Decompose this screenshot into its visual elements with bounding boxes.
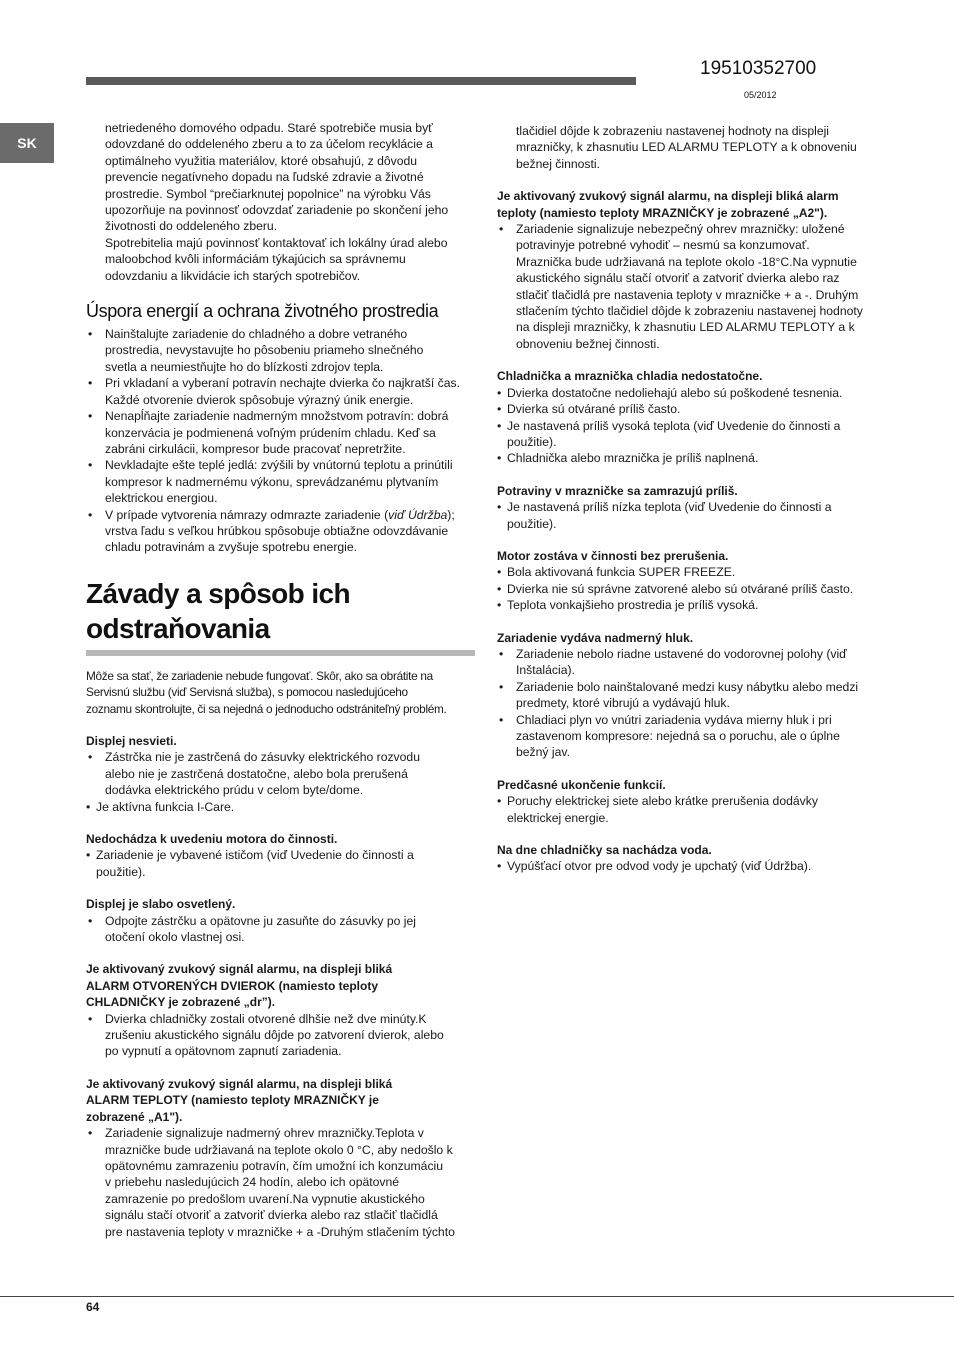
text-line: životnosti do oddeleného zberu. xyxy=(105,219,278,234)
list-item xyxy=(497,418,887,451)
text-line: CHLADNIČKY je zobrazené „dr”). xyxy=(86,995,276,1010)
text-line: Potraviny v mrazničke sa zamrazujú príliš. xyxy=(497,483,738,498)
document-date: 05/2012 xyxy=(744,90,777,100)
text-line: • Je nastavená príliš vysoká teplota (viď Uvedenie do činnosti a xyxy=(507,418,841,433)
section-title xyxy=(497,188,887,221)
text-line: Inštalácia). xyxy=(516,663,575,678)
text-line: obnoveniu bežnej činnosti. xyxy=(516,336,660,351)
text-line: Nedochádza k uvedeniu motora do činnosti. xyxy=(86,832,338,846)
troubleshoot-sections-left xyxy=(86,733,478,1240)
list-item xyxy=(86,847,478,880)
text-line: netriedeného domového odpadu. Staré spotrebiče musia byť xyxy=(105,121,433,135)
list-item xyxy=(497,581,887,597)
section-title xyxy=(497,483,887,499)
text-line: • Zariadenie je vybavené ističom (viď Uvedenie do činnosti a xyxy=(96,848,414,863)
header-bar xyxy=(86,77,636,85)
list-item xyxy=(497,385,887,401)
text-line: zabráni cirkulácii, kompresor bude pracovať nepretržite. xyxy=(105,441,406,456)
text-line: teploty (namiesto teploty MRAZNIČKY je zobrazené „A2"). xyxy=(497,205,828,220)
text-line: elektrickej energie. xyxy=(507,810,609,825)
text-line: • Zariadenie bolo nainštalované medzi kusy nábytku alebo medzi xyxy=(516,679,859,694)
text-line: prostredie. Symbol “prečiarknutej popolnice” na výrobku Vás xyxy=(105,186,431,201)
text-line: Displej nesvieti. xyxy=(86,733,177,748)
text-line: Zariadenie vydáva nadmerný hluk. xyxy=(497,630,694,645)
text-line: • Poruchy elektrickej siete alebo krátke prerušenia dodávky xyxy=(507,794,818,809)
text-line: • Teplota vonkajšieho prostredia je príliš vysoká. xyxy=(507,598,759,613)
text-line: mrazničky, k zhasnutiu LED ALARMU TEPLOTY a k obnoveniu xyxy=(516,140,857,155)
text-line: • Dvierka chladničky zostali otvorené dlhšie než dve minúty.K xyxy=(105,1011,427,1026)
energy-list xyxy=(86,326,478,506)
text-line: Spotrebitelia majú povinnosť kontaktovať ich lokálny úrad alebo xyxy=(105,235,448,250)
list-item xyxy=(497,221,887,352)
section-title xyxy=(86,1076,478,1125)
text-line: • Dvierka nie sú správne zatvorené alebo sú otvárané príliš často. xyxy=(507,581,854,596)
section-title xyxy=(86,831,478,847)
text-line: elektrickou energiou. xyxy=(105,491,218,506)
disposal-text xyxy=(86,120,478,284)
language-tab: SK xyxy=(0,123,54,163)
text-line: na displeji mrazničky, k zhasnutiu LED ALARMU TEPLOTY a k xyxy=(516,320,855,335)
section-title xyxy=(497,842,887,858)
text-line: potravinyje potrebné vyhodiť – nesmú sa konzumovať. xyxy=(516,238,810,253)
list-item xyxy=(86,1125,478,1240)
text-line: dodávka elektrického prúdu v celom byte/dome. xyxy=(105,783,364,798)
text-line: V prípade vytvorenia námrazy odmrazte zariadenie ( xyxy=(105,507,389,522)
title-line: Závady a spôsob ich xyxy=(86,577,351,609)
text-line: odovzdané do oddeleného zberu a to za účelom recyklácie a xyxy=(105,137,433,152)
text-line: prostredia, nevystavujte ho pôsobeniu priameho slnečného xyxy=(105,343,424,358)
text-line: chladu potravinám a zvyšuje spotrebu energie. xyxy=(105,540,358,555)
section-title xyxy=(497,368,887,384)
text-line: ALARM TEPLOTY (namiesto teploty MRAZNIČKY je xyxy=(86,1093,379,1108)
list-item xyxy=(86,507,478,556)
text-line: mrazničke bude udržiavaná na teplote okolo 0 °C, aby nedošlo k xyxy=(105,1142,453,1157)
text-line: • Dvierka dostatočne nedoliehajú alebo sú poškodené tesnenia. xyxy=(507,385,843,400)
text-line: akustického signálu stačí otvoriť a zatvoriť dvierka alebo raz xyxy=(516,271,840,286)
list-item xyxy=(86,799,478,815)
text-line: Môže sa stať, že zariadenie nebude fungovať. Skôr, ako sa obrátite na xyxy=(86,668,433,683)
text-line: Je aktivovaný zvukový signál alarmu, na displeji bliká xyxy=(86,1076,393,1091)
text-line: optimálneho využitia materiálov, ktoré obsahujú, z dôvodu xyxy=(105,153,418,168)
text-line: v priebehu nasledujúcich 24 hodín, alebo ich opätovné xyxy=(105,1175,400,1190)
title-underline xyxy=(86,650,475,656)
list-item xyxy=(86,749,478,798)
text-line: upozorňuje na povinnosť odovzdať zariadenie po skončení jeho xyxy=(105,203,449,218)
list-item xyxy=(86,408,478,457)
text-line: svetla a neumiestňujte ho do blízkosti zdrojov tepla. xyxy=(105,359,384,374)
list-item xyxy=(497,597,887,613)
document-number: 19510352700 xyxy=(700,58,817,79)
list-item xyxy=(86,1011,478,1060)
text-line: • Dvierka sú otvárané príliš často. xyxy=(507,402,681,417)
text-line: zastavenom kompresore: nejedná sa o poruchu, ale o úplne xyxy=(516,729,840,743)
footer-rule xyxy=(0,1296,954,1297)
list-item xyxy=(86,913,478,946)
text-line: bežnej činnosti. xyxy=(516,156,601,171)
list-item xyxy=(86,326,478,375)
text-line: • Nevkladajte ešte teplé jedlá: zvýšili by vnútornú teplotu a prinútili xyxy=(105,458,453,473)
text-line: ALARM OTVORENÝCH DVIEROK (namiesto teploty xyxy=(86,978,379,993)
continuation-text xyxy=(497,123,887,172)
text-line: • Vypúšťací otvor pre odvod vody je upchatý (viď Údržba). xyxy=(507,859,812,874)
list-item xyxy=(497,401,887,417)
text-line: zamrazenie po predošlom uvarení.Na vypnutie akustického xyxy=(105,1191,425,1206)
text-line: opätovnému zamrazeniu potravín, čím umožní ich konzumáciu xyxy=(105,1158,444,1173)
text-line: použitie). xyxy=(507,434,557,449)
list-item xyxy=(497,564,887,580)
text-line: signálu stačí otvoriť a zatvoriť dvierka alebo raz stlačiť tlačidlá xyxy=(105,1208,438,1223)
list-item xyxy=(497,450,887,466)
text-line: prevencie negatívneho dopadu na ľudské zdravie a životné xyxy=(105,170,424,185)
text-line: • Nenapĺňajte zariadenie nadmerným množstvom potravín: dobrá xyxy=(105,409,449,424)
text-line: otočení okolo vlastnej osi. xyxy=(105,930,245,945)
text-line: zoznamu skontrolujte, či sa nejedná o jednoducho odstrániteľný problém. xyxy=(86,701,447,716)
text-line: • Pri vkladaní a vyberaní potravín nechajte dvierka čo najkratší čas. xyxy=(105,376,460,391)
text-line: Je aktivovaný zvukový signál alarmu, na displeji bliká alarm xyxy=(497,189,839,204)
text-line: • Zástrčka nie je zastrčená do zásuvky elektrického rozvodu xyxy=(105,750,420,765)
text-line: Je aktivovaný zvukový signál alarmu, na displeji bliká xyxy=(86,962,393,977)
text-line: Servisnú službu (viď Servisná služba), s pomocou nasledujúceho xyxy=(86,685,408,700)
text-line: Motor zostáva v činnosti bez prerušenia. xyxy=(497,548,729,563)
text-line: • Je nastavená príliš nízka teplota (viď Uvedenie do činnosti a xyxy=(507,500,832,515)
section-title xyxy=(497,630,887,646)
text-line: použitie). xyxy=(96,864,146,879)
text-line: po vypnutí a opätovnom zapnutí zariadenia. xyxy=(105,1044,342,1059)
text-line: odovzdaniu a likvidácie ich starých spotrebičov. xyxy=(105,268,361,283)
text-line: • Chladnička alebo mraznička je príliš naplnená. xyxy=(507,451,759,466)
text-line: • Nainštalujte zariadenie do chladného a dobre vetraného xyxy=(105,327,408,342)
text-line: stlačiť tlačidlá pre nastavenia teploty v mrazničke + a -. Druhým xyxy=(516,287,859,302)
text-line: Mraznička bude udržiavaná na teplote okolo -18°C.Na vypnutie xyxy=(516,254,857,269)
troubleshoot-intro xyxy=(86,668,478,717)
text-line: • Odpojte zástrčku a opätovne ju zasuňte do zásuvky po jej xyxy=(105,913,416,928)
text-line: bežný jav. xyxy=(516,745,570,760)
text-line: Predčasné ukončenie funkcií. xyxy=(497,777,666,792)
left-column xyxy=(86,120,478,1240)
text-line: použitie). xyxy=(507,516,557,531)
text-line: Každé otvorenie dvierok spôsobuje výrazný únik energie. xyxy=(105,392,414,407)
text-line: konzervácia je podmienená voľným prúdením chladu. Keď sa xyxy=(105,425,436,440)
section-title xyxy=(497,777,887,793)
text-line: stlačením týchto tlačidiel dôjde k zobrazeniu nastavenej hodnoty xyxy=(516,304,863,319)
list-item xyxy=(497,499,887,532)
text-line: maloobchod kvôli informáciám týkajúcich sa správnemu xyxy=(105,252,406,267)
text-line: • Chladiaci plyn vo vnútri zariadenia vydáva mierny hluk i pri xyxy=(516,712,832,727)
section-title xyxy=(86,961,478,1010)
text-line: ); xyxy=(447,507,455,522)
text-line: kompresor k nadmernému výkonu, sprevádzanému plytvaním xyxy=(105,474,439,489)
text-line: • Zariadenie signalizuje nadmerný ohrev mrazničky.Teplota v xyxy=(105,1126,424,1141)
list-item xyxy=(497,646,887,679)
text-line: Displej je slabo osvetlený. xyxy=(86,897,236,912)
section-title xyxy=(497,548,887,564)
text-line: Na dne chladničky sa nachádza voda. xyxy=(497,843,712,858)
section-title xyxy=(86,896,478,912)
list-item xyxy=(86,457,478,506)
right-column xyxy=(497,123,887,875)
title-line: odstraňovania xyxy=(86,612,270,644)
text-line: • Je aktívna funkcia I-Care. xyxy=(96,799,235,814)
text-line: tlačidiel dôjde k zobrazeniu nastavenej hodnoty na displeji xyxy=(516,124,830,138)
energy-heading: Úspora energií a ochrana životného prostredia xyxy=(86,301,439,322)
list-item xyxy=(86,375,478,408)
text-line: • Bola aktivovaná funkcia SUPER FREEZE. xyxy=(507,565,736,580)
page-number: 64 xyxy=(86,1300,100,1314)
text-line: Chladnička a mraznička chladia nedostatočne. xyxy=(497,369,763,384)
text-line: • Zariadenie signalizuje nebezpečný ohrev mrazničky: uložené xyxy=(516,222,845,237)
list-item xyxy=(497,712,887,761)
text-line: viď Údržba xyxy=(388,507,448,522)
text-line: alebo nie je zastrčená dostatočne, alebo bola prerušená xyxy=(105,766,408,781)
text-line: zrušeniu akustického signálu dôjde po zatvorení dvierok, alebo xyxy=(105,1028,444,1043)
list-item xyxy=(497,679,887,712)
list-item xyxy=(497,793,887,826)
text-line: • Zariadenie nebolo riadne ustavené do vodorovnej polohy (viď xyxy=(516,646,847,661)
text-line: zobrazené „A1"). xyxy=(86,1109,183,1124)
list-item xyxy=(497,858,887,874)
text-line: pre nastavenia teploty v mrazničke + a -Druhým stlačením týchto xyxy=(105,1224,455,1239)
section-title xyxy=(86,733,478,749)
troubleshoot-sections-right xyxy=(497,188,887,875)
text-line: predmety, ktoré vibrujú a vydávajú hluk. xyxy=(516,696,730,711)
text-line: vrstva ľadu s veľkou hrúbkou spôsobuje obtiažne odovzdávanie xyxy=(105,523,449,538)
page-title xyxy=(86,576,478,648)
